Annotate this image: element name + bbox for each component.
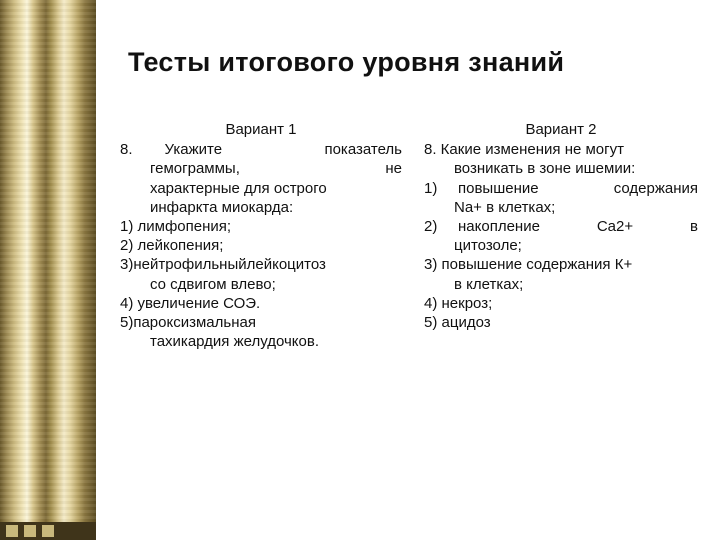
question-line: характерные для острого: [150, 179, 327, 197]
question-number: 8.: [120, 141, 133, 159]
slide-title: Тесты итогового уровня знаний: [128, 47, 565, 77]
variant-2-column: [424, 120, 698, 332]
option-text: накопление Ca2+ в: [458, 218, 698, 236]
option-3-cont: в клетках;: [454, 275, 524, 293]
option-2: 2) лейкопения;: [120, 237, 224, 255]
option-1: [424, 179, 698, 198]
option-number: 1): [424, 179, 438, 197]
corner-square: [24, 525, 36, 537]
option-3: 3) повышение содержания К+: [424, 256, 633, 274]
option-3-cont: со сдвигом влево;: [150, 275, 276, 293]
question-line: 8. Какие изменения не могут: [424, 141, 624, 159]
variant-1-heading: Вариант 1: [225, 121, 297, 138]
option-1-cont: Na+ в клетках;: [454, 198, 556, 216]
question-8: [120, 140, 402, 159]
variant-2-heading: Вариант 2: [525, 121, 597, 138]
option-5: 5) ацидоз: [424, 314, 491, 332]
corner-square: [6, 525, 18, 537]
decorative-left-border: [0, 0, 96, 540]
option-3: 3)нейтрофильныйлейкоцитоз: [120, 256, 326, 274]
option-4: 4) некроз;: [424, 294, 493, 312]
option-2-cont: цитозоле;: [454, 237, 522, 255]
option-number: 2): [424, 218, 438, 236]
question-line: возникать в зоне ишемии:: [454, 160, 636, 178]
question-line: инфаркта миокарда:: [150, 198, 294, 216]
option-text: повышение содержания: [458, 179, 698, 197]
option-5: 5)пароксизмальная: [120, 314, 256, 332]
option-5-cont: тахикардия желудочков.: [150, 333, 319, 351]
option-4: 4) увеличение СОЭ.: [120, 294, 261, 312]
option-2: [424, 217, 698, 236]
decorative-corner: [0, 522, 96, 540]
question-line: Укажите показатель: [164, 141, 402, 159]
variant-1-column: [120, 120, 402, 351]
corner-square: [42, 525, 54, 537]
question-line: гемограммы, не: [150, 160, 402, 178]
option-1: 1) лимфопения;: [120, 218, 232, 236]
